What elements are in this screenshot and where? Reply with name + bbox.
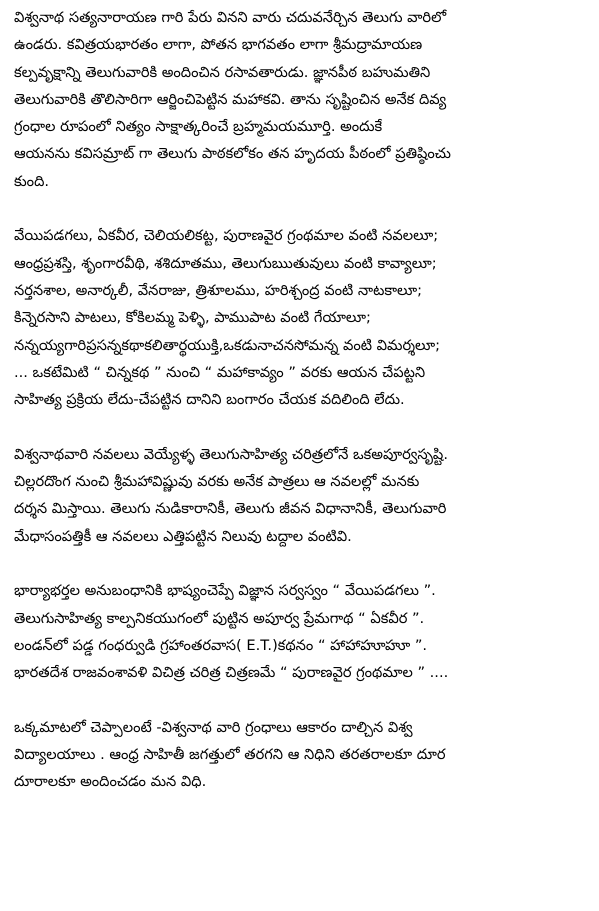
text-line: లండన్‌లో పడ్డ గంధర్వుడి గ్రహాంతరవాస( E.T.)కథనం “ హాహాహూహూ ”. <box>14 636 428 654</box>
text-line: ఉండరు. కవిత్రయభారతం లాగా, పోతన భాగవతం లాగా శ్రీమద్రామాయణ <box>14 36 423 54</box>
text-line: ఆంధ్రప్రశస్తి, శృంగారవీథి, శశిదూతము, తెలుగుఋతువులు వంటి కావ్యాలూ; <box>14 254 437 272</box>
text-line: విశ్వనాథ సత్యనారాయణ గారి పేరు వినని వారు చదువనేర్చిన తెలుగు వారిలో <box>14 9 447 26</box>
text-line: ఒక్కమాటలో చెప్పాలంటే -విశ్వనాథ వారి గ్రంధాలు ఆకారం దాల్చిన విశ్వ <box>14 718 413 736</box>
text-line: కల్పవృక్షాన్ని తెలుగువారికి అందించిన రసావతారుడు. జ్ఞానపీఠ బహుమతిని <box>14 63 431 81</box>
text-line: తెలుగుసాహిత్య కాల్పనికయుగంలో పుట్టిన అపూర్వ ప్రేమగాథ “ ఏకవీర ”. <box>14 609 425 627</box>
novels-paragraph <box>14 441 590 550</box>
text-line: భార్యాభర్తల అనుబంధానికి భాష్యంచెప్పే విజ్ఞాన సర్వస్వం “ వేయిపడగలు ”. <box>14 582 436 600</box>
text-line: తెలుగువారికి తొలిసారిగా ఆర్జించిపెట్టిన మహాకవి. తాను సృష్టించిన అనేక దివ్య <box>14 90 447 108</box>
paragraph-gap <box>14 195 590 222</box>
text-line: ఆయనను కవిసమ్రాట్ గా తెలుగు పాఠకలోకం తన హృదయ పీఠంలో ప్రతిష్ఠించు <box>14 145 451 163</box>
text-line: విశ్వనాథవారి నవలలు వెయ్యేళ్ళ తెలుగుసాహిత్య చరిత్రలోనే ఒకఅపూర్వసృష్టి. <box>14 445 448 463</box>
text-line: గ్రంధాల రూపంలో నిత్యం సాక్షాత్కరించే బ్రహ్మమయమూర్తి. అందుకే <box>14 118 383 136</box>
paragraph-gap <box>14 413 590 440</box>
text-line: నర్తనశాల, అనార్కలీ, వేనరాజు, త్రిశూలము, హరిశ్చంద్ర వంటి నాటకాలూ; <box>14 281 423 299</box>
text-line: నన్నయ్యగారిప్రసన్నకథాకలితార్థయుక్తి,ఒకడునాచనసోమన్న వంటి విమర్శలూ; <box>14 336 441 354</box>
highlights-paragraph <box>14 577 590 686</box>
text-line: దర్శన మిస్తాయి. తెలుగు నుడికారానికీ, తెలుగు జీవన విధానానికీ, తెలుగువారి <box>14 500 447 518</box>
paragraph-gap <box>14 550 590 577</box>
text-line: ... ఒకటేమిటి “ చిన్నకథ ” నుంచి “ మహాకావ్యం ” వరకు ఆయన చేపట్టని <box>14 363 426 381</box>
text-line: భారతదేశ రాజవంశావళి విచిత్ర చరిత్ర చిత్రణమే “ పురాణవైర గ్రంథమాల ” .... <box>14 664 449 682</box>
text-line: కుంది. <box>14 172 50 190</box>
intro-paragraph <box>14 4 590 195</box>
text-line: కిన్నెరసాని పాటలు, కోకిలమ్మ పెళ్ళి, పాముపాట వంటి గేయాలూ; <box>14 309 371 327</box>
works-paragraph <box>14 222 590 413</box>
text-line: చిల్లరదొంగ నుంచి శ్రీమహావిష్ణువు వరకు అనేక పాత్రలు ఆ నవలల్లో మనకు <box>14 473 420 491</box>
text-line: మేధాసంపత్తికీ ఆ నవలలు ఎత్తిపట్టిన నిలువు టద్దాల వంటివి. <box>14 527 352 545</box>
conclusion-paragraph <box>14 714 590 796</box>
text-line: వేయిపడగలు, ఏకవీర, చెలియలికట్ట, పురాణవైర గ్రంథమాల వంటి నవలలూ; <box>14 227 439 245</box>
document-page <box>14 4 590 796</box>
text-line: సాహిత్య ప్రక్రియ లేదు-చేపట్టిన దానిని బంగారం చేయక వదిలింది లేదు. <box>14 391 405 409</box>
text-line: విద్యాలయాలు . ఆంధ్ర సాహితీ జగత్తులో తరగని ఆ నిధిని తరతరాలకూ దూర <box>14 746 446 764</box>
paragraph-gap <box>14 686 590 713</box>
text-line: దూరాలకూ అందించడం మన విధి. <box>14 773 207 791</box>
